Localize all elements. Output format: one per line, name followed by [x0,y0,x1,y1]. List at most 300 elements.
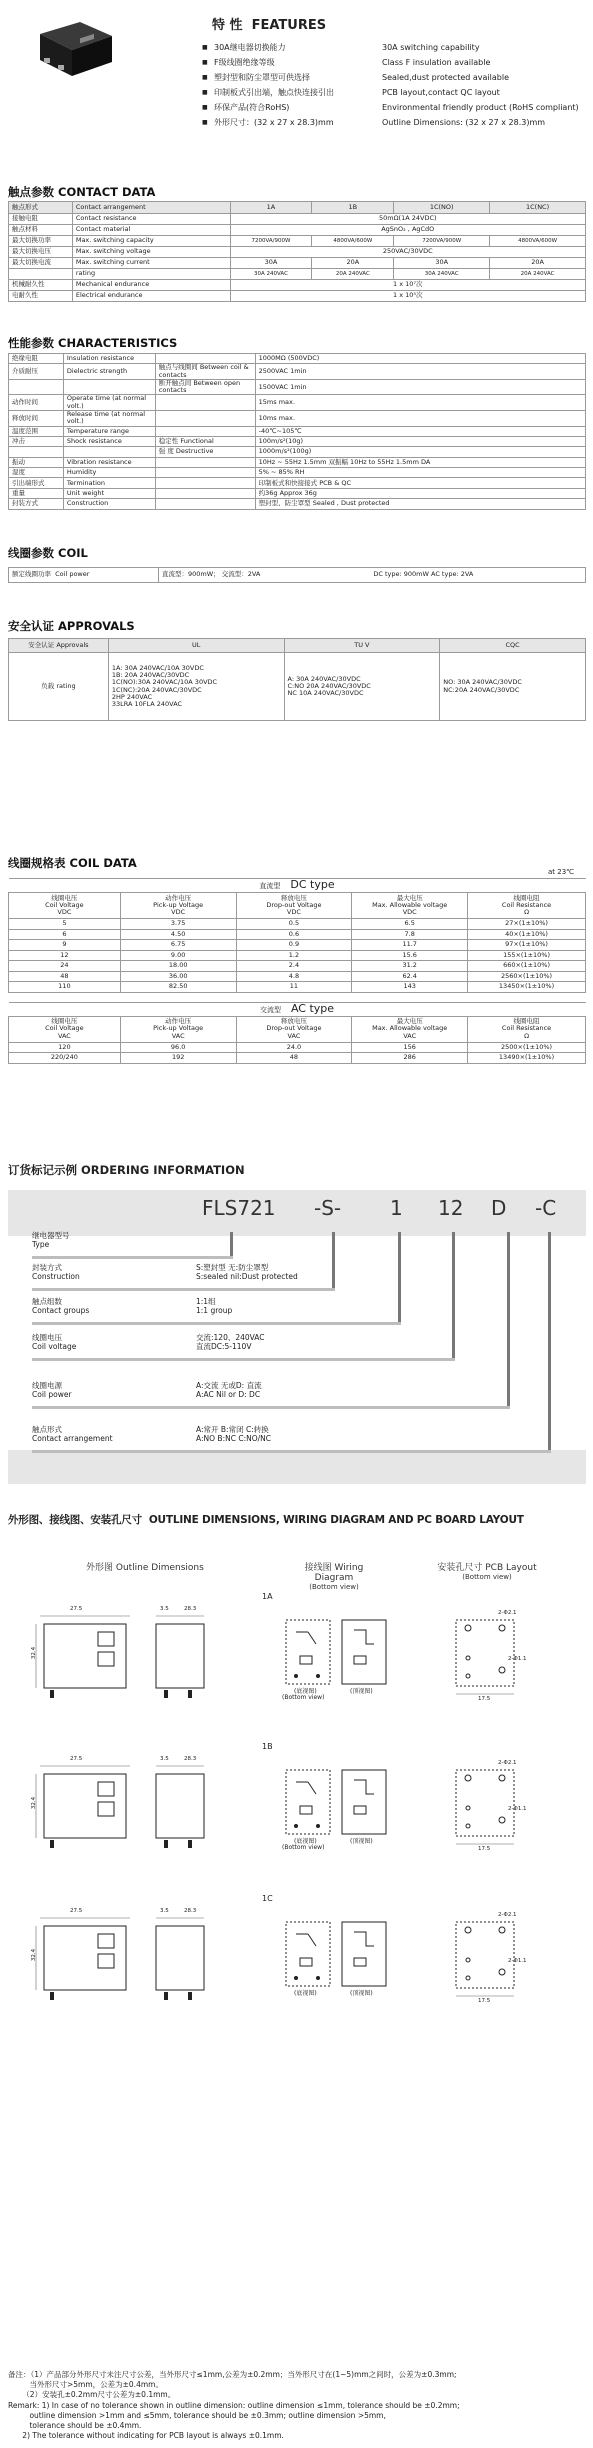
coil-header-line: Coil Voltage [45,900,84,909]
ordering-title: 订货标记示例 ORDERING INFORMATION [8,1163,245,1177]
coil-cell: 24.0 [286,1042,302,1051]
char-label-en: Insulation resistance [63,354,155,364]
coil-cell: 6 [62,929,67,938]
ordering-label-en: Contact groups [32,1305,90,1315]
char-sub [155,410,255,426]
coil-header-line: 线圈电阻 [513,1017,540,1026]
char-sub [155,395,255,411]
contact-label-cn [9,269,73,280]
coil-cell: 82.50 [168,982,188,991]
char-label-cn: 绝缘电阻 [9,354,64,364]
pcb-hole-label: 2-Φ2.1 [498,1760,517,1766]
char-sub: 断开触点间 Between open contacts [155,379,255,395]
feature-en: Environmental friendly product (RoHS compliant) [382,103,579,112]
wiring-diagram [282,1918,392,1998]
coil-cell: 4.8 [288,971,300,980]
coil-header-line: 最大电压 [396,893,423,902]
coil-type-en: AC type [290,1001,335,1015]
char-label-cn: 释放时间 [9,410,64,426]
contact-value: 30A [435,258,449,267]
approval-line: 1B: 20A 240VAC/30VDC [111,670,190,679]
char-label-en: Humidity [63,468,155,478]
remark-line: 2) The tolerance without indicating for PCB layout is always ±0.1mm. [8,2431,284,2440]
contact-header-cell: 1B [348,202,358,211]
variant-label: 1B [262,1742,273,1751]
char-value: 1500VAC 1min [255,379,585,395]
wiring-diagram [282,1766,392,1846]
contact-value: 250VAC/30VDC [382,247,433,256]
feature-item [200,85,590,100]
coil-header-line: VDC [57,908,72,917]
ordering-connector [398,1232,401,1322]
coil-cell: 9 [62,940,67,949]
coil-cell: 2500×(1±10%) [501,1042,553,1051]
contact-label-cn: 触点材料 [9,225,73,236]
char-sub [155,468,255,478]
ordering-row-label [32,1298,89,1315]
char-label-en: Construction [63,499,155,509]
contact-value: 20A 240VAC [335,270,370,277]
coil-power-en: DC type: 900mW AC type: 2VA [373,570,474,579]
coil-cell: 3.75 [170,919,186,928]
char-label-cn: 介质耐压 [9,364,64,380]
ordering-row-label [32,1426,113,1443]
dim-width: 27.5 [70,1606,83,1612]
outline-title: 外形图、接线图、安装孔尺寸 OUTLINE DIMENSIONS, WIRING DIAGRAM AND PC BOARD LAYOUT [8,1514,524,1526]
outline-front-view [30,1912,140,2004]
dim-width: 27.5 [70,1756,83,1762]
bullet-icon: ■ [202,119,208,126]
char-label-cn: 动作时间 [9,395,64,411]
remarks-en [8,2401,588,2441]
coil-header-line: Coil Voltage [45,1024,84,1033]
approval-line: A: 30A 240VAC/30VDC [287,674,361,683]
feature-en: 30A switching capability [382,43,480,52]
coil-cell: 40×(1±10%) [505,929,548,938]
dim-width: 27.5 [70,1908,83,1914]
pcb-col-title: 安装孔尺寸 PCB Layout (Bottom view) [437,1563,537,1581]
char-label-en: Shock resistance [63,436,155,446]
coil-header-line: Pick-up Voltage [153,1024,204,1033]
coil-section-title: 线圈参数 COIL [8,546,88,560]
features-list [200,40,590,130]
bullet-icon: ■ [202,89,208,96]
feature-en: Sealed,dust protected available [382,73,509,82]
wiring-bottom-label: (底视图) [294,1838,317,1845]
char-value: 2500VAC 1min [255,364,585,380]
coil-header-line: 释放电压 [280,1017,307,1026]
ordering-connector [230,1232,233,1256]
ordering-value: 1:1组 [196,1297,216,1306]
coil-type-en: DC type [290,878,335,892]
contact-value: 30A 240VAC [253,270,288,277]
approvals-section-title: 安全认证 APPROVALS [8,619,135,633]
coil-cell: 155×(1±10%) [503,950,551,959]
coil-data-title: 线圈规格表 COIL DATA [8,856,137,870]
dim-depth: 3.5 [160,1756,169,1762]
ordering-label-en: Construction [32,1271,80,1281]
outline-front-view [30,1760,140,1852]
contact-label-en: rating [72,269,230,280]
dim-thick: 28.3 [184,1606,197,1612]
pcb-pitch-label: 17.5 [478,1998,491,2004]
char-label-en: Vibration resistance [63,457,155,467]
coil-cell: 7.8 [404,929,415,938]
ordering-value: S:sealed nil:Dust protected [196,1271,298,1281]
approval-line: 1C(NC):20A 240VAC/30VDC [111,685,202,694]
dim-depth: 3.5 [160,1606,169,1612]
feature-cn: 30A继电器切换能力 [214,43,286,52]
contact-value: 20A [531,258,544,267]
coil-cell: 15.6 [402,950,417,959]
approval-line: 1C(NO):30A 240VAC/10A 30VDC [111,678,218,687]
ordering-row-value [196,1426,271,1443]
ordering-row-value [196,1334,265,1351]
coil-data-table [8,878,586,1064]
ordering-label-cn: 线圈电源 [32,1381,62,1390]
remark-line: Remark: 1) In case of no tolerance shown in outline dimension: outline dimension ≤1mm, tolerance should be ±0.2mm; [8,2401,460,2410]
coil-header-line: 动作电压 [165,1017,192,1026]
coil-cell: 18.00 [168,961,188,970]
approval-line: 2HP 240VAC [111,692,153,701]
feature-cn: 印制板式引出端，触点快连接引出 [214,88,334,97]
coil-cell: 120 [58,1042,71,1051]
coil-cell: 36.00 [168,971,188,980]
remark-line: （2）安装孔±0.2mm尺寸公差为±0.1mm。 [8,2390,176,2399]
relay-product-image [32,14,120,82]
coil-header-line: VAC [403,1031,417,1040]
ordering-label-en: Coil voltage [32,1341,77,1351]
contact-label-en: Contact resistance [72,214,230,225]
ordering-connector [548,1232,551,1450]
variant-label: 1A [262,1592,273,1601]
approval-line: C:NO 20A 240VAC/30VDC [287,681,371,690]
coil-power-table: 额定线圈功率 Coil power 直流型：900mW； 交流型：2VA DC type: 900mW AC type: 2VA [8,567,586,583]
wiring-bottom-label: (底视图) [294,1990,317,1997]
char-sub [155,457,255,467]
coil-cell: 1.2 [288,950,300,959]
contact-value: 7200VA/900W [422,237,462,244]
char-sub [155,488,255,498]
wiring-top-label: (顶视图) [350,1688,373,1695]
ordering-code: FLS721 -S- 1 12 D -C [202,1196,557,1220]
contact-value: 20A [346,258,360,267]
coil-cell: 6.75 [170,940,186,949]
dim-height: 32.4 [31,1948,38,1962]
feature-item [200,55,590,70]
contact-header-cell: 1A [266,202,276,211]
contact-header-cell: Contact arrangement [75,202,146,211]
ordering-row-value [196,1382,262,1399]
dim-depth: 3.5 [160,1908,169,1914]
contact-header-cell: 1C(NC) [525,202,550,211]
approval-line: NO: 30A 240VAC/30VDC [443,678,522,687]
characteristics-table [8,353,586,510]
contact-label-en: Contact material [72,225,230,236]
ordering-label-cn: 触点形式 [32,1425,62,1434]
contact-label-en: Mechanical endurance [72,280,230,291]
ordering-label-en: Contact arrangement [32,1433,113,1443]
pcb-pin-label: 2-Φ1.1 [508,1958,527,1964]
remark-line: outline dimension >1mm and ≤5mm, tolerance should be ±0.3mm; outline dimension >5mm, [8,2411,386,2420]
ordering-row-value [196,1264,298,1281]
coil-cell: 5 [62,919,67,928]
char-value: 印制板式和快接接式 PCB & QC [255,478,585,488]
ordering-value: 直流DC:5-110V [196,1341,252,1351]
coil-power-cn: 直流型：900mW； 交流型：2VA [162,570,261,579]
char-label-cn: 冲击 [9,436,64,446]
ordering-row-label [32,1264,80,1281]
ordering-connector [32,1358,455,1361]
ordering-row-label [32,1232,70,1249]
wiring-top-label: (顶视图) [350,1990,373,1997]
coil-cell: 9.00 [170,950,186,959]
ordering-connector [32,1288,335,1291]
feature-cn: F级线圈绝缘等级 [214,58,275,67]
approval-line: NC 10A 240VAC/30VDC [287,689,364,698]
approval-line: 1A: 30A 240VAC/10A 30VDC [111,663,204,672]
coil-header-line: 线圈电阻 [513,893,540,902]
coil-cell: 11.7 [402,940,417,949]
char-sub: 稳定性 Functional [155,436,255,446]
coil-cell: 96.0 [170,1042,186,1051]
contact-value: AgSnO₂ , AgCdO [381,225,435,234]
char-value: 15ms max. [255,395,585,411]
ordering-connector [32,1406,510,1409]
feature-en: Outline Dimensions: (32 x 27 x 28.3)mm [382,118,546,127]
pcb-pin-label: 2-Φ1.1 [508,1806,527,1812]
coil-header-line: 释放电压 [280,893,307,902]
coil-cell: 0.9 [288,940,300,949]
coil-header-line: 线圈电压 [51,893,78,902]
coil-cell: 27×(1±10%) [505,919,548,928]
coil-header-line: Coil Resistance [501,900,552,909]
contact-header-cell: 触点形式 [12,202,38,211]
contact-value: 4800VA/600W [518,237,558,244]
contact-label-cn: 最大切换功率 [9,236,73,247]
char-value: 1000MΩ (500VDC) [255,354,585,364]
char-value: 10Hz ~ 55Hz 1.5mm 双振幅 10Hz to 55Hz 1.5mm DA [255,457,585,467]
remarks-cn [8,2370,588,2400]
ordering-connector [32,1256,233,1259]
features-title: 特 性 FEATURES [212,18,327,33]
bullet-icon: ■ [202,104,208,111]
char-sub: 触点与线圈间 Between coil & contacts [155,364,255,380]
feature-en: PCB layout,contact QC layout [382,88,500,97]
char-label-cn [9,447,64,457]
char-sub [155,426,255,436]
coil-cell: 31.2 [402,961,417,970]
coil-cell: 48 [60,971,69,980]
ordering-label-en: Type [32,1239,50,1249]
coil-header-line: VAC [287,1031,301,1040]
coil-cell: 2560×(1±10%) [501,971,553,980]
ordering-label-cn: 继电器型号 [32,1231,70,1240]
char-label-cn: 重量 [9,488,64,498]
contact-label-en: Max. switching capacity [72,236,230,247]
ordering-value: A:AC Nil or D: DC [196,1389,261,1399]
coil-cell: 12 [60,950,69,959]
contact-value: 20A 240VAC [520,270,555,277]
char-label-cn: 湿度 [9,468,64,478]
coil-cell: 2.4 [288,961,300,970]
ordering-value: 1:1 group [196,1305,233,1315]
contact-value: 50mΩ(1A 24VDC) [378,214,437,223]
coil-cell: 660×(1±10%) [503,961,551,970]
coil-header-line: VDC [402,908,417,917]
contact-label-cn: 机械耐久性 [9,280,73,291]
coil-type-cn: 直流型 [259,882,281,891]
outline-side-view [150,1912,210,2004]
contact-data-table [8,201,586,302]
approval-line: NC:20A 240VAC/30VDC [443,685,520,694]
char-label-cn: 温度范围 [9,426,64,436]
ordering-bottom-band [8,1450,586,1484]
char-label-en: Dielectric strength [63,364,155,380]
outline-side-view [150,1760,210,1852]
contact-label-cn: 接触电阻 [9,214,73,225]
coil-cell: 6.5 [404,919,415,928]
coil-header-line: Coil Resistance [501,1024,552,1033]
bullet-icon: ■ [202,44,208,51]
pcb-hole-label: 2-Φ2.1 [498,1912,517,1918]
contact-label-en: Max. switching voltage [72,247,230,258]
char-value: 1000m/s²(100g) [255,447,585,457]
char-value: 10ms max. [255,410,585,426]
remark-line: tolerance should be ±0.4mm. [8,2421,142,2430]
wiring-col-title: 接线图 Wiring Diagram (Bottom view) [304,1563,364,1591]
ordering-label-cn: 触点组数 [32,1297,62,1306]
coil-cell: 110 [58,982,71,991]
coil-cell: 143 [403,982,416,991]
contact-value: 1 x 10⁵次 [393,291,423,300]
coil-cell: 286 [403,1053,416,1062]
characteristics-section-title: 性能参数 CHARACTERISTICS [8,336,178,350]
wiring-diagram [282,1616,392,1696]
char-sub [155,499,255,509]
remark-line: 当外形尺寸>5mm，公差为±0.4mm。 [8,2380,163,2389]
coil-header-line: Ω [524,1031,530,1040]
ordering-connector [32,1450,551,1453]
char-label-en [63,379,155,395]
char-label-cn: 封装方式 [9,499,64,509]
ordering-row-label [32,1382,72,1399]
feature-cn: 外形尺寸：(32 x 27 x 28.3)mm [214,118,334,127]
dim-height: 32.4 [31,1646,38,1660]
ordering-value: S:塑封型 无:防尘罩型 [196,1263,269,1272]
contact-value: 1 x 10⁷次 [393,280,423,289]
coil-header-line: Max. Allowable voltage [372,1024,448,1033]
coil-data-temp-note: at 23℃ [548,868,575,876]
coil-cell: 48 [289,1053,299,1062]
coil-header-line: 线圈电压 [51,1017,78,1026]
variant-label: 1C [262,1894,273,1903]
char-label-en: Unit weight [63,488,155,498]
feature-item [200,40,590,55]
coil-header-line: 最大电压 [396,1017,423,1026]
contact-header-cell: 1C(NO) [429,202,454,211]
char-value: 约36g Approx 36g [255,488,585,498]
ordering-row-value [196,1298,232,1315]
ordering-label-cn: 线圈电压 [32,1333,62,1342]
coil-cell: 192 [171,1053,185,1062]
coil-cell: 220/240 [50,1053,78,1062]
char-label-en: Termination [63,478,155,488]
ordering-connector [332,1232,335,1288]
char-value: -40℃~105℃ [255,426,585,436]
coil-cell: 97×(1±10%) [505,940,548,949]
outline-front-view [30,1610,140,1702]
char-label-en: Temperature range [63,426,155,436]
wiring-top-label: (顶视图) [350,1838,373,1845]
ordering-label-en: Coil power [32,1389,72,1399]
coil-cell: 0.6 [288,929,300,938]
pcb-pitch-label: 17.5 [478,1846,491,1852]
coil-cell: 4.50 [170,929,186,938]
ordering-value: 交流:120、240VAC [196,1333,265,1342]
feature-cn: 塑封型和防尘罩型可供选择 [214,73,310,82]
bullet-icon: ■ [202,59,208,66]
wiring-bottom-en: (Bottom view) [282,1694,325,1701]
ordering-connector [32,1322,401,1325]
coil-type-cn: 交流型 [259,1005,281,1014]
feature-item [200,70,590,85]
char-value: 100m/s²(10g) [255,436,585,446]
dim-height: 32.4 [31,1796,38,1810]
ordering-connector [507,1232,510,1406]
contact-section-title: 触点参数 CONTACT DATA [8,185,156,199]
outline-col-title: 外形图 Outline Dimensions [86,1563,204,1573]
char-label-en: Release time (at normal volt.) [63,410,155,426]
feature-item [200,100,590,115]
ordering-value: A:常开 B:常闭 C:转换 [196,1425,269,1434]
dim-thick: 28.3 [184,1908,197,1914]
coil-header-line: Drop-out Voltage [266,900,322,909]
char-label-en [63,447,155,457]
coil-cell: 0.5 [288,919,300,928]
coil-header-line: VDC [171,908,186,917]
contact-value: 4800VA/600W [333,237,373,244]
approvals-table: 安全认证 Approvals UL TU V CQC 负载 rating 1A: 30A 240VAC/10A 30VDC 1B: 20A 240VAC/30VDC 1C(NO):30A 240VAC/10A 30VDC 1C(NC):20A 240VAC/30VDC 2HP 240VAC 33LRA 10FLA 240VAC A: 30A 240VAC/30VDC C:NO 20A 240VAC/30VDC NC 10A 240VAC/30VDC NO: 30A 240VAC/30VDC NC:20A 240VAC/30VDC [8,638,586,721]
coil-header-line: Max. Allowable voltage [372,900,448,909]
wiring-bottom-en: (Bottom view) [282,1844,325,1851]
feature-item [200,115,590,130]
pcb-pitch-label: 17.5 [478,1696,491,1702]
coil-cell: 13490×(1±10%) [498,1053,555,1062]
ordering-value: A:NO B:NC C:NO/NC [196,1433,271,1443]
coil-header-line: Pick-up Voltage [153,900,204,909]
ordering-connector [452,1232,455,1358]
ordering-label-cn: 封装方式 [32,1263,62,1272]
ordering-value: A:交流 无或D: 直流 [196,1381,262,1390]
coil-header-line: VAC [171,1031,185,1040]
wiring-bottom-label: (底视图) [294,1688,317,1695]
char-label-cn: 引出端形式 [9,478,64,488]
contact-value: 30A 240VAC [424,270,459,277]
coil-cell: 156 [403,1042,416,1051]
pcb-hole-label: 2-Φ2.1 [498,1610,517,1616]
contact-label-cn: 电耐久性 [9,291,73,302]
char-label-en: Operate time (at normal volt.) [63,395,155,411]
contact-label-en: Max. switching current [72,258,230,269]
coil-header-line: 动作电压 [165,893,192,902]
char-sub [155,478,255,488]
char-label-cn: 振动 [9,457,64,467]
char-sub: 强 度 Destructive [155,447,255,457]
coil-cell: 24 [60,961,69,970]
remark-line: 备注：（1）产品部分外形尺寸未注尺寸公差，当外形尺寸≤1mm,公差为±0.2mm；当外形尺寸在(1~5)mm之间时，公差为±0.3mm; [8,2370,457,2379]
ordering-row-label [32,1334,76,1351]
